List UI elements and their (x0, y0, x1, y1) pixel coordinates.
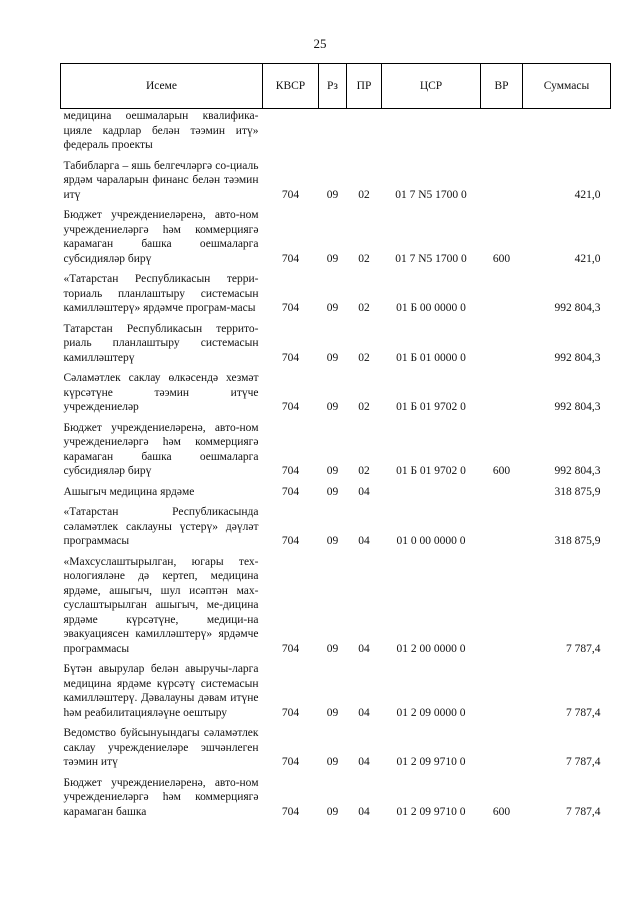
row-pr: 02 (358, 302, 370, 314)
row-csr: 01 2 09 0000 0 (396, 706, 466, 719)
row-csr: 01 Б 01 9702 0 (396, 465, 466, 477)
row-name: Бюджет учреждениеләренә, авто-ном учреждениеләргә һәм коммерциягә карамаган башка оешмаларга субсидияләр бирү (63, 209, 259, 265)
row-amount: 421,0 (574, 252, 601, 265)
row-amount: 7 787,4 (566, 805, 601, 818)
row-pr: 04 (358, 756, 370, 768)
row-csr: 01 0 00 0000 0 (396, 535, 466, 547)
column-header-name: Исеме (61, 64, 263, 109)
row-name: Бүтән авырулар белән авыручы-ларга медицина ярдәме күрсәтү системасын камилләштерү. Дәвалауны дәвам итүне һәм реабилитацияләүне оештыру (63, 663, 259, 719)
table-row (61, 724, 611, 774)
table-row (61, 503, 611, 553)
row-amount: 318 875,9 (554, 485, 601, 498)
row-pr: 04 (358, 706, 370, 719)
row-vr (481, 553, 523, 661)
table-row (61, 419, 611, 483)
row-rz: 09 (326, 252, 339, 265)
row-vr (481, 660, 523, 724)
row-csr (382, 109, 481, 157)
row-vr (481, 483, 523, 504)
row-name: Бюджет учреждениеләренә, авто-ном учреждениеләргә һәм коммерциягә карамаган башка (63, 776, 259, 818)
table-header-row (61, 64, 611, 109)
row-pr: 02 (358, 351, 370, 364)
row-kvsr: 704 (281, 485, 300, 498)
row-kvsr: 704 (281, 252, 300, 265)
row-vr (481, 369, 523, 419)
row-amount: 7 787,4 (566, 756, 601, 768)
table-row (61, 320, 611, 370)
row-kvsr: 704 (281, 756, 300, 768)
table-row (61, 774, 611, 824)
row-rz: 09 (326, 351, 339, 364)
row-rz: 09 (326, 302, 339, 314)
row-csr: 01 Б 01 9702 0 (396, 401, 466, 413)
row-kvsr: 704 (281, 351, 300, 364)
row-kvsr: 704 (281, 188, 300, 201)
row-amount: 421,0 (574, 188, 601, 201)
row-pr (347, 109, 382, 157)
row-vr: 600 (492, 252, 511, 265)
row-csr (382, 483, 481, 504)
row-csr: 01 Б 01 0000 0 (396, 351, 466, 364)
row-pr: 02 (358, 401, 370, 413)
row-rz: 09 (326, 401, 339, 413)
row-kvsr: 704 (281, 401, 300, 413)
row-amount: 992 804,3 (554, 465, 601, 477)
row-rz: 09 (326, 642, 339, 655)
row-kvsr: 704 (281, 805, 300, 818)
row-pr: 04 (358, 805, 370, 818)
table-row (61, 553, 611, 661)
row-name: Ведомство буйсынуындагы сәламәтлек саклау учреждениеләре эшчәнлеген тәэмин итү (63, 727, 259, 768)
row-rz: 09 (326, 188, 339, 201)
row-amount (523, 109, 611, 157)
table-row (61, 483, 611, 504)
row-vr (481, 724, 523, 774)
table-row (61, 206, 611, 270)
row-csr: 01 2 09 9710 0 (396, 805, 466, 818)
row-rz: 09 (326, 706, 339, 719)
row-csr: 01 Б 00 0000 0 (396, 302, 466, 314)
column-header-rz: Рз (319, 64, 347, 109)
row-name: «Татарстан Республикасында сәламәтлек саклауны үстерү» дәүләт программасы (63, 506, 259, 547)
row-pr: 04 (358, 485, 370, 498)
row-pr: 04 (358, 642, 370, 655)
column-header-pr: ПР (347, 64, 382, 109)
row-amount: 992 804,3 (554, 351, 601, 364)
table-row (61, 660, 611, 724)
row-vr (481, 270, 523, 320)
row-name: Сәламәтлек саклау өлкәсендә хезмәт күрсәтүне тәэмин итүче учреждениеләр (63, 372, 259, 413)
row-vr (481, 503, 523, 553)
row-rz: 09 (326, 485, 339, 498)
row-kvsr: 704 (281, 706, 300, 719)
table-row (61, 270, 611, 320)
row-rz (319, 109, 347, 157)
row-amount: 318 875,9 (554, 535, 601, 547)
row-vr: 600 (492, 805, 511, 818)
row-amount: 7 787,4 (566, 642, 601, 655)
row-vr (481, 157, 523, 207)
row-name: Бюджет учреждениеләренә, авто-ном учреждениеләргә һәм коммерциягә карамаган башка оешмаларга субсидияләр бирү (63, 421, 259, 477)
row-name: медицина оешмаларын квалифика-цияле кадрлар белән тәэмин итү» федераль проекты (63, 110, 259, 151)
column-header-kvsr: КВСР (263, 64, 319, 109)
table-row (61, 369, 611, 419)
row-kvsr: 704 (281, 535, 300, 547)
row-amount: 7 787,4 (566, 706, 601, 719)
row-kvsr: 704 (281, 642, 300, 655)
row-csr: 01 7 N5 1700 0 (395, 252, 467, 265)
row-rz: 09 (326, 465, 339, 477)
row-csr: 01 2 00 0000 0 (396, 642, 466, 655)
page-number: 25 (313, 36, 327, 51)
table-row (61, 109, 611, 157)
row-kvsr: 704 (281, 302, 300, 314)
column-header-vr: ВР (481, 64, 523, 109)
row-csr: 01 7 N5 1700 0 (395, 188, 467, 201)
row-kvsr: 704 (281, 465, 300, 477)
row-name: «Махсуслаштырылган, югары тех-нологияләне дә кертеп, медицина ярдәме, ашыгыч, шул исәптән мах-суслаштырылган ашыгыч, ме-дицина ярдәме күрсәтүне, медици-на эвакуациясен камилләштерү» ярдәмче программасы (63, 555, 259, 655)
budget-table (60, 63, 611, 823)
row-pr: 02 (358, 252, 370, 265)
row-rz: 09 (326, 756, 339, 768)
row-kvsr (263, 109, 319, 157)
row-amount: 992 804,3 (554, 401, 601, 413)
row-vr (481, 320, 523, 370)
row-csr: 01 2 09 9710 0 (396, 756, 466, 768)
row-amount: 992 804,3 (554, 302, 601, 314)
row-name: Ашыгыч медицина ярдәме (63, 485, 195, 498)
row-pr: 02 (358, 465, 370, 477)
row-vr: 600 (492, 465, 511, 477)
table-row (61, 157, 611, 207)
row-rz: 09 (326, 535, 339, 547)
row-pr: 02 (358, 188, 370, 201)
column-header-amount: Суммасы (523, 64, 611, 109)
row-rz: 09 (326, 805, 339, 818)
row-vr (481, 109, 523, 157)
row-name: «Татарстан Республикасын терри-ториаль планлаштыру системасын камилләштерү» ярдәмче програм-масы (63, 273, 259, 314)
row-pr: 04 (358, 535, 370, 547)
column-header-csr: ЦСР (382, 64, 481, 109)
table-body (61, 109, 611, 824)
row-name: Табибларга – яшь белгечләргә со-циаль ярдәм чараларын финанс белән тәэмин итү (63, 159, 259, 201)
row-name: Татарстан Республикасын террито-риаль планлаштыру системасын камилләштерү (63, 322, 259, 364)
